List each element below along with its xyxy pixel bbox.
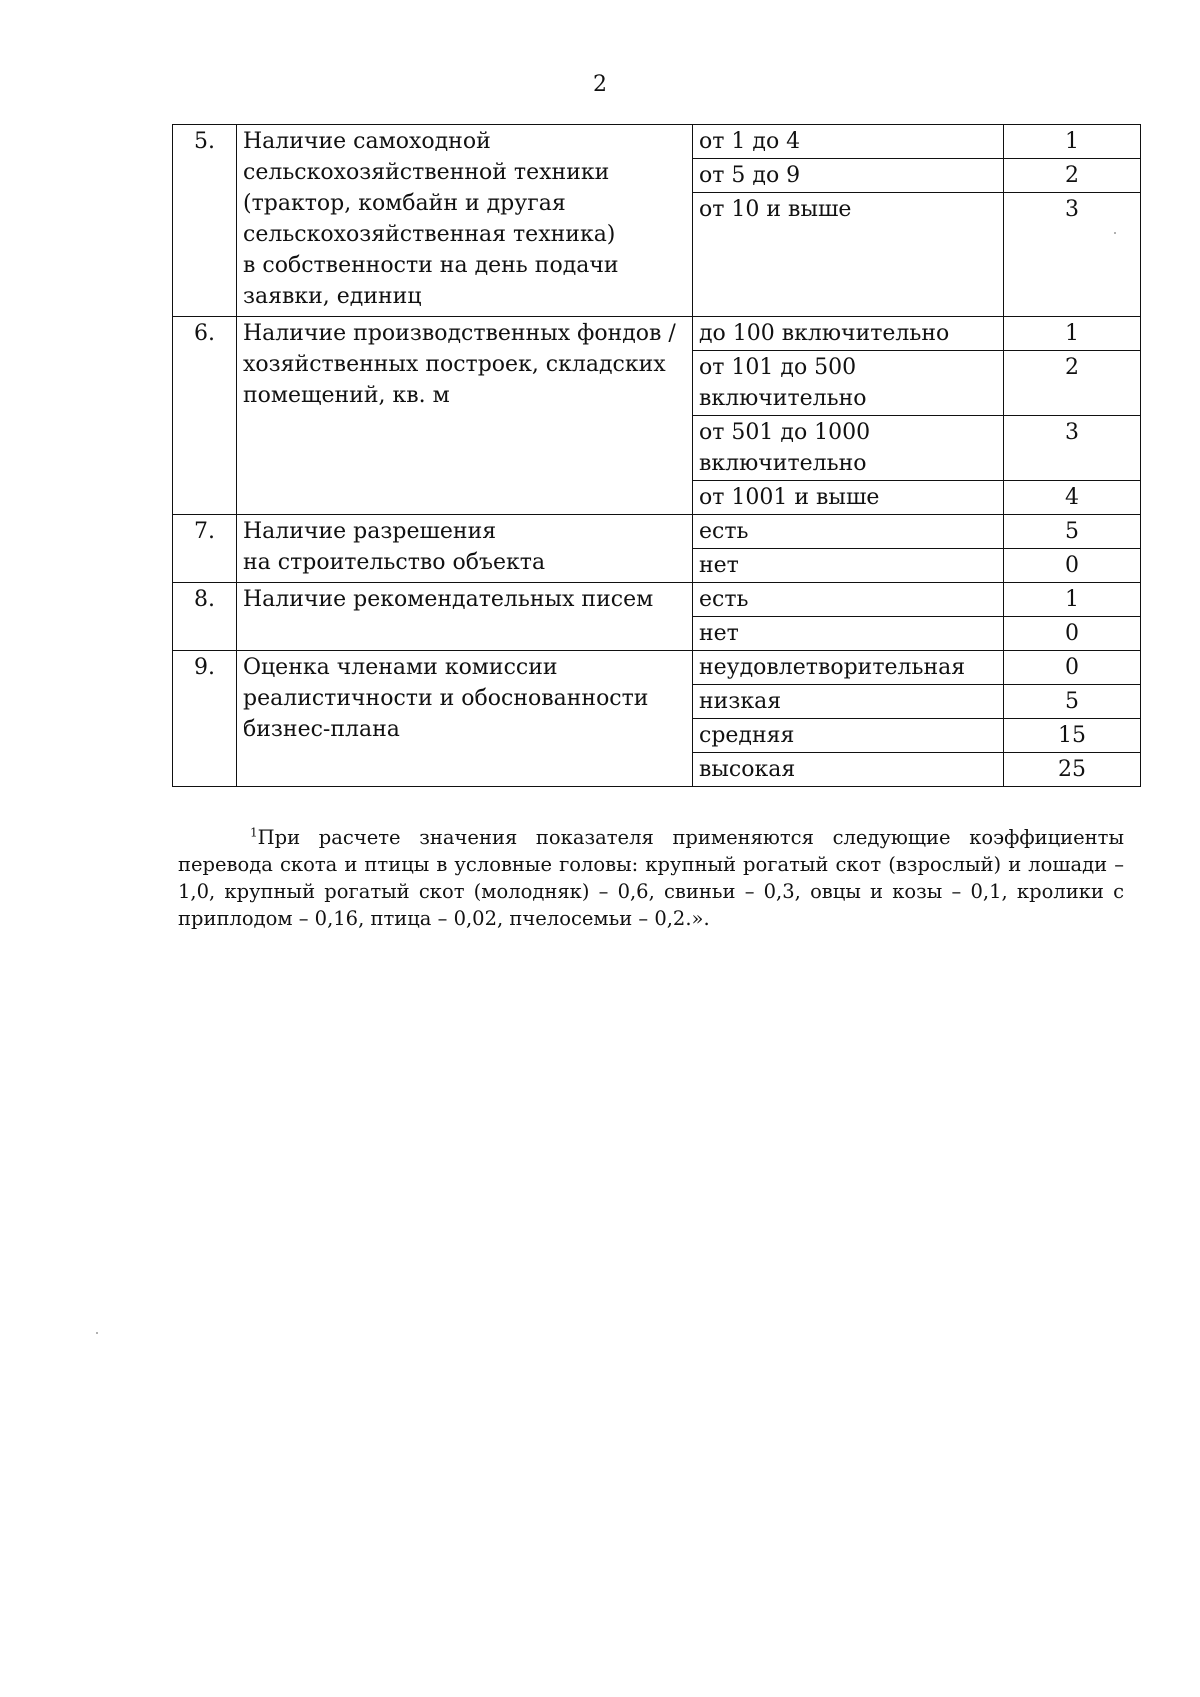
option-score: 4 [1004,481,1141,515]
table-row [173,583,1141,617]
footnote [178,824,1124,932]
option-label: высокая [693,753,1004,787]
criterion-name [237,515,693,583]
row-number: 7. [173,515,237,583]
option-score: 1 [1004,317,1141,351]
table-row [173,515,1141,549]
footnote-text: При расчете значения показателя применяются следующие коэффициенты перевода скота и птицы в условные головы: крупный рогатый скот (взрослый) и лошади – 1,0, крупный рогатый скот (молодняк) – 0,6, свиньи – 0,3, овцы и козы – 0,1, кролики с приплодом – 0,16, птица – 0,02, пчелосемьи – 0,2.». [178,826,1124,930]
criterion-name [237,651,693,787]
row-number: 5. [173,125,237,317]
option-label: неудовлетворительная [693,651,1004,685]
row-number: 6. [173,317,237,515]
criterion-name [237,317,693,515]
row-number: 9. [173,651,237,787]
criterion-name-text: Наличие разрешения на строительство объекта [243,519,546,575]
option-score: 3 [1004,416,1141,481]
option-label: низкая [693,685,1004,719]
criterion-name-text: Оценка членами комиссии реалистичности и обоснованности бизнес-плана [243,655,649,742]
option-score: 2 [1004,351,1141,416]
option-label: от 1 до 4 [693,125,1004,159]
option-label: от 5 до 9 [693,159,1004,193]
scan-speck [96,1332,98,1334]
option-score: 0 [1004,651,1141,685]
table-row [173,125,1141,159]
criteria-table [172,124,1141,787]
criterion-name-text: Наличие самоходной сельскохозяйственной техники (трактор, комбайн и другая сельскохозяйственная техника) в собственности на день подачи заявки, единиц [243,129,619,309]
option-score: 2 [1004,159,1141,193]
page-number: 2 [593,72,607,97]
option-score: 0 [1004,549,1141,583]
option-score: 3 [1004,193,1141,317]
option-label: нет [693,617,1004,651]
option-label: от 1001 и выше [693,481,1004,515]
criterion-name [237,583,693,651]
option-label: есть [693,583,1004,617]
option-label: от 501 до 1000 включительно [693,416,1004,481]
row-number: 8. [173,583,237,651]
criterion-name [237,125,693,317]
scan-speck [1114,232,1116,234]
criterion-name-text: Наличие производственных фондов / хозяйственных построек, складских помещений, кв. м [243,321,676,408]
option-score: 5 [1004,685,1141,719]
option-score: 15 [1004,719,1141,753]
table-row [173,317,1141,351]
table-row [173,651,1141,685]
option-score: 1 [1004,125,1141,159]
option-score: 25 [1004,753,1141,787]
option-score: 1 [1004,583,1141,617]
option-score: 0 [1004,617,1141,651]
criterion-name-text: Наличие рекомендательных писем [243,587,654,612]
option-label: средняя [693,719,1004,753]
footnote-marker: 1 [250,825,258,840]
option-label: от 101 до 500 включительно [693,351,1004,416]
option-score: 5 [1004,515,1141,549]
option-label: нет [693,549,1004,583]
option-label: есть [693,515,1004,549]
option-label: до 100 включительно [693,317,1004,351]
option-label: от 10 и выше [693,193,1004,317]
